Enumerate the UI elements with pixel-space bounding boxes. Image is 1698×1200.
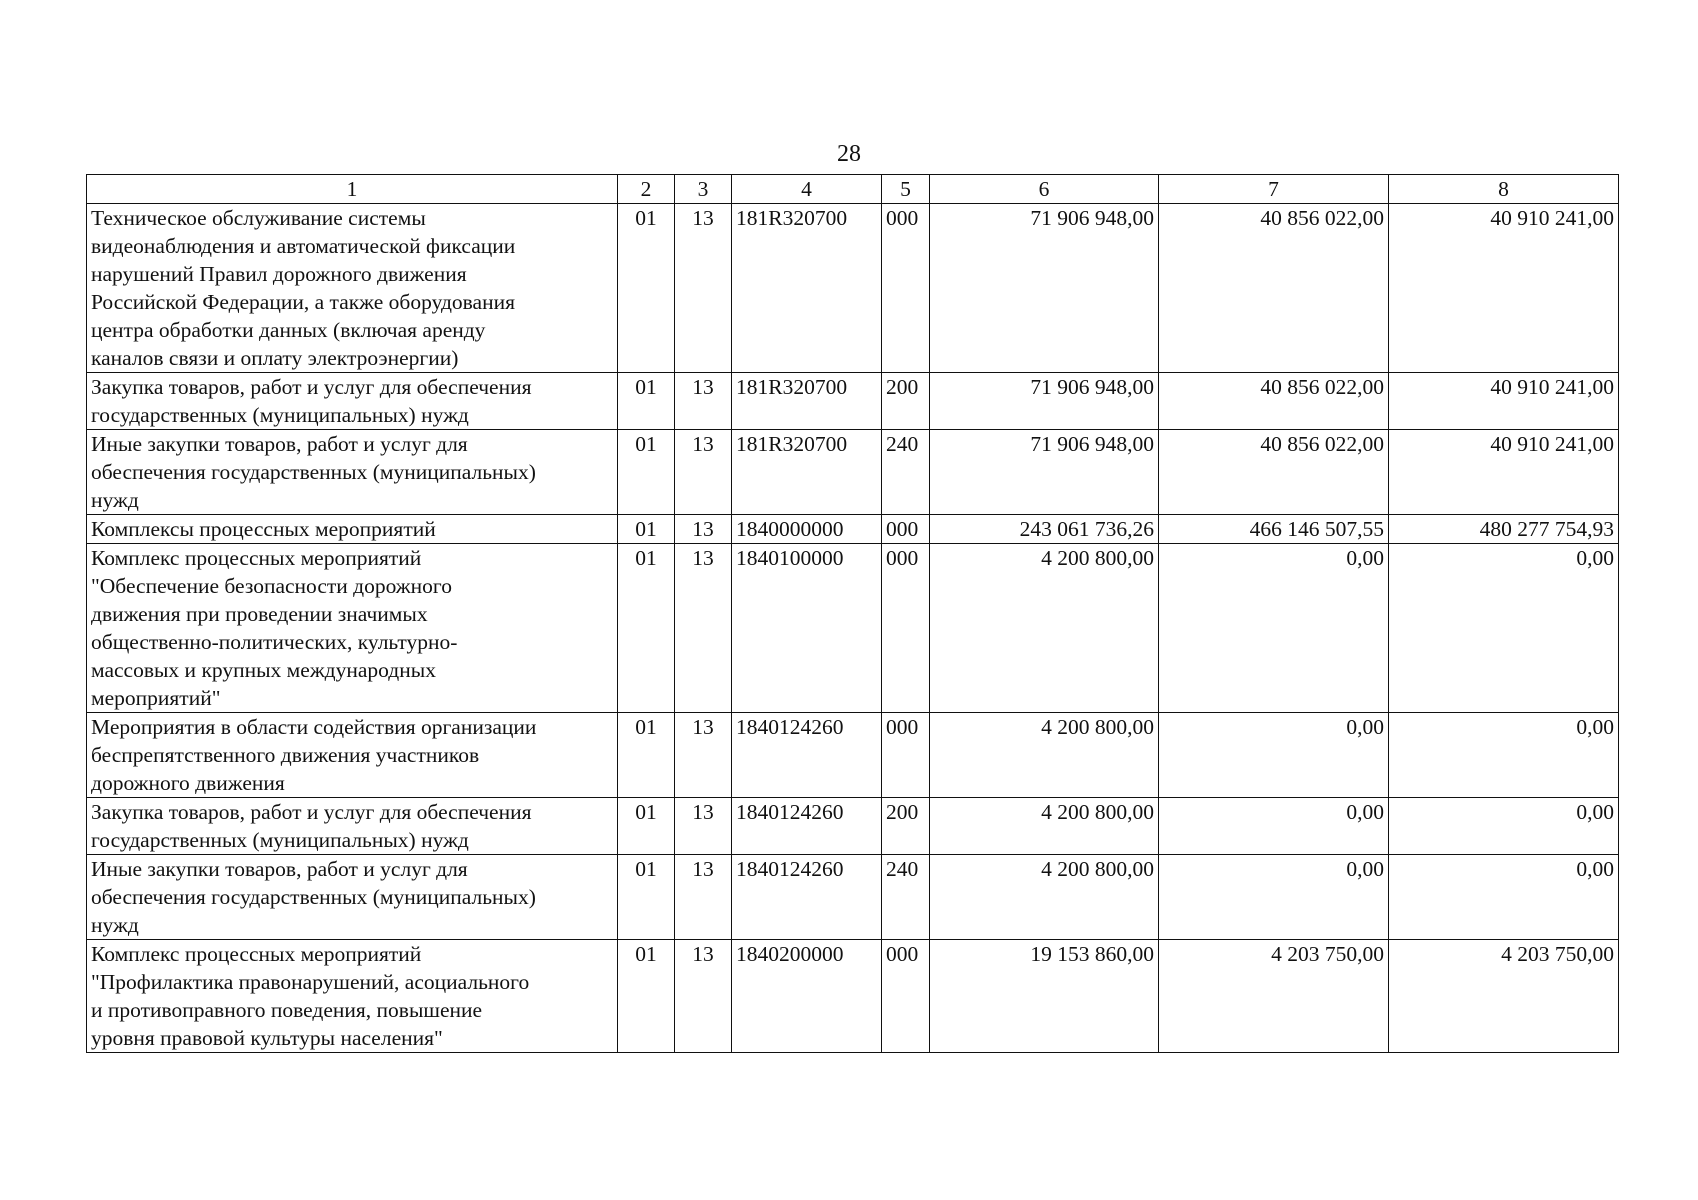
section-code-cell: 01 (618, 373, 675, 430)
table-row (87, 940, 1619, 1053)
amount-col6-cell: 4 200 800,00 (930, 544, 1159, 713)
expense-type-cell: 000 (882, 544, 930, 713)
amount-col7-cell: 40 856 022,00 (1159, 430, 1389, 515)
row-name-cell: Комплексы процессных мероприятий (87, 515, 618, 544)
column-header-3: 3 (675, 175, 732, 204)
amount-col7-cell: 0,00 (1159, 544, 1389, 713)
amount-col8-cell: 0,00 (1389, 544, 1619, 713)
expense-type-cell: 000 (882, 713, 930, 798)
target-article-cell: 1840124260 (732, 798, 882, 855)
section-code-cell: 01 (618, 798, 675, 855)
expense-type-cell: 000 (882, 515, 930, 544)
column-header-7: 7 (1159, 175, 1389, 204)
amount-col6-cell: 243 061 736,26 (930, 515, 1159, 544)
column-header-8: 8 (1389, 175, 1619, 204)
row-name-cell: Закупка товаров, работ и услуг для обеспечения государственных (муниципальных) нужд (87, 373, 618, 430)
table-row (87, 798, 1619, 855)
column-header-6: 6 (930, 175, 1159, 204)
section-code-cell: 01 (618, 713, 675, 798)
table-row (87, 544, 1619, 713)
row-name-cell: Иные закупки товаров, работ и услуг для обеспечения государственных (муниципальных) нужд (87, 855, 618, 940)
table-row (87, 373, 1619, 430)
table-row (87, 515, 1619, 544)
column-header-4: 4 (732, 175, 882, 204)
amount-col8-cell: 40 910 241,00 (1389, 373, 1619, 430)
target-article-cell: 181R320700 (732, 430, 882, 515)
column-header-1: 1 (87, 175, 618, 204)
table-row (87, 855, 1619, 940)
target-article-cell: 181R320700 (732, 204, 882, 373)
amount-col7-cell: 0,00 (1159, 855, 1389, 940)
target-article-cell: 1840200000 (732, 940, 882, 1053)
row-name-cell: Закупка товаров, работ и услуг для обеспечения государственных (муниципальных) нужд (87, 798, 618, 855)
target-article-cell: 1840124260 (732, 713, 882, 798)
section-code-cell: 01 (618, 430, 675, 515)
expense-type-cell: 200 (882, 798, 930, 855)
table-row (87, 204, 1619, 373)
amount-col7-cell: 40 856 022,00 (1159, 204, 1389, 373)
expense-type-cell: 240 (882, 855, 930, 940)
target-article-cell: 1840000000 (732, 515, 882, 544)
column-header-2: 2 (618, 175, 675, 204)
section-code-cell: 01 (618, 544, 675, 713)
amount-col8-cell: 480 277 754,93 (1389, 515, 1619, 544)
row-name-cell: Мероприятия в области содействия организации беспрепятственного движения участников дорожного движения (87, 713, 618, 798)
target-article-cell: 1840100000 (732, 544, 882, 713)
amount-col6-cell: 4 200 800,00 (930, 855, 1159, 940)
amount-col7-cell: 0,00 (1159, 713, 1389, 798)
section-code-cell: 01 (618, 515, 675, 544)
row-name-cell: Техническое обслуживание системы видеонаблюдения и автоматической фиксации нарушений Правил дорожного движения Российской Федерации, а также оборудования центра обработки данных (включая аренду каналов связи и оплату электроэнергии) (87, 204, 618, 373)
section-code-cell: 01 (618, 940, 675, 1053)
subsection-code-cell: 13 (675, 373, 732, 430)
amount-col6-cell: 71 906 948,00 (930, 430, 1159, 515)
table-body (87, 204, 1619, 1053)
row-name-cell: Иные закупки товаров, работ и услуг для обеспечения государственных (муниципальных) нужд (87, 430, 618, 515)
row-name-cell: Комплекс процессных мероприятий "Профилактика правонарушений, асоциального и противоправного поведения, повышение уровня правовой культуры населения" (87, 940, 618, 1053)
amount-col6-cell: 71 906 948,00 (930, 373, 1159, 430)
target-article-cell: 181R320700 (732, 373, 882, 430)
row-name-cell: Комплекс процессных мероприятий "Обеспечение безопасности дорожного движения при проведении значимых общественно-политических, культурно- массовых и крупных международных мероприятий" (87, 544, 618, 713)
subsection-code-cell: 13 (675, 515, 732, 544)
amount-col6-cell: 19 153 860,00 (930, 940, 1159, 1053)
table-row (87, 430, 1619, 515)
subsection-code-cell: 13 (675, 204, 732, 373)
section-code-cell: 01 (618, 204, 675, 373)
amount-col8-cell: 0,00 (1389, 798, 1619, 855)
amount-col8-cell: 4 203 750,00 (1389, 940, 1619, 1053)
amount-col6-cell: 4 200 800,00 (930, 798, 1159, 855)
expense-type-cell: 000 (882, 940, 930, 1053)
expense-type-cell: 200 (882, 373, 930, 430)
amount-col8-cell: 40 910 241,00 (1389, 204, 1619, 373)
table-row (87, 713, 1619, 798)
header-row (87, 175, 1619, 204)
subsection-code-cell: 13 (675, 713, 732, 798)
amount-col6-cell: 4 200 800,00 (930, 713, 1159, 798)
amount-col8-cell: 40 910 241,00 (1389, 430, 1619, 515)
section-code-cell: 01 (618, 855, 675, 940)
amount-col8-cell: 0,00 (1389, 713, 1619, 798)
budget-table (86, 174, 1619, 1053)
subsection-code-cell: 13 (675, 798, 732, 855)
expense-type-cell: 000 (882, 204, 930, 373)
subsection-code-cell: 13 (675, 430, 732, 515)
subsection-code-cell: 13 (675, 544, 732, 713)
expense-type-cell: 240 (882, 430, 930, 515)
subsection-code-cell: 13 (675, 940, 732, 1053)
amount-col7-cell: 0,00 (1159, 798, 1389, 855)
subsection-code-cell: 13 (675, 855, 732, 940)
amount-col7-cell: 40 856 022,00 (1159, 373, 1389, 430)
amount-col7-cell: 466 146 507,55 (1159, 515, 1389, 544)
page-number: 28 (837, 141, 861, 167)
amount-col7-cell: 4 203 750,00 (1159, 940, 1389, 1053)
amount-col8-cell: 0,00 (1389, 855, 1619, 940)
amount-col6-cell: 71 906 948,00 (930, 204, 1159, 373)
target-article-cell: 1840124260 (732, 855, 882, 940)
column-header-5: 5 (882, 175, 930, 204)
